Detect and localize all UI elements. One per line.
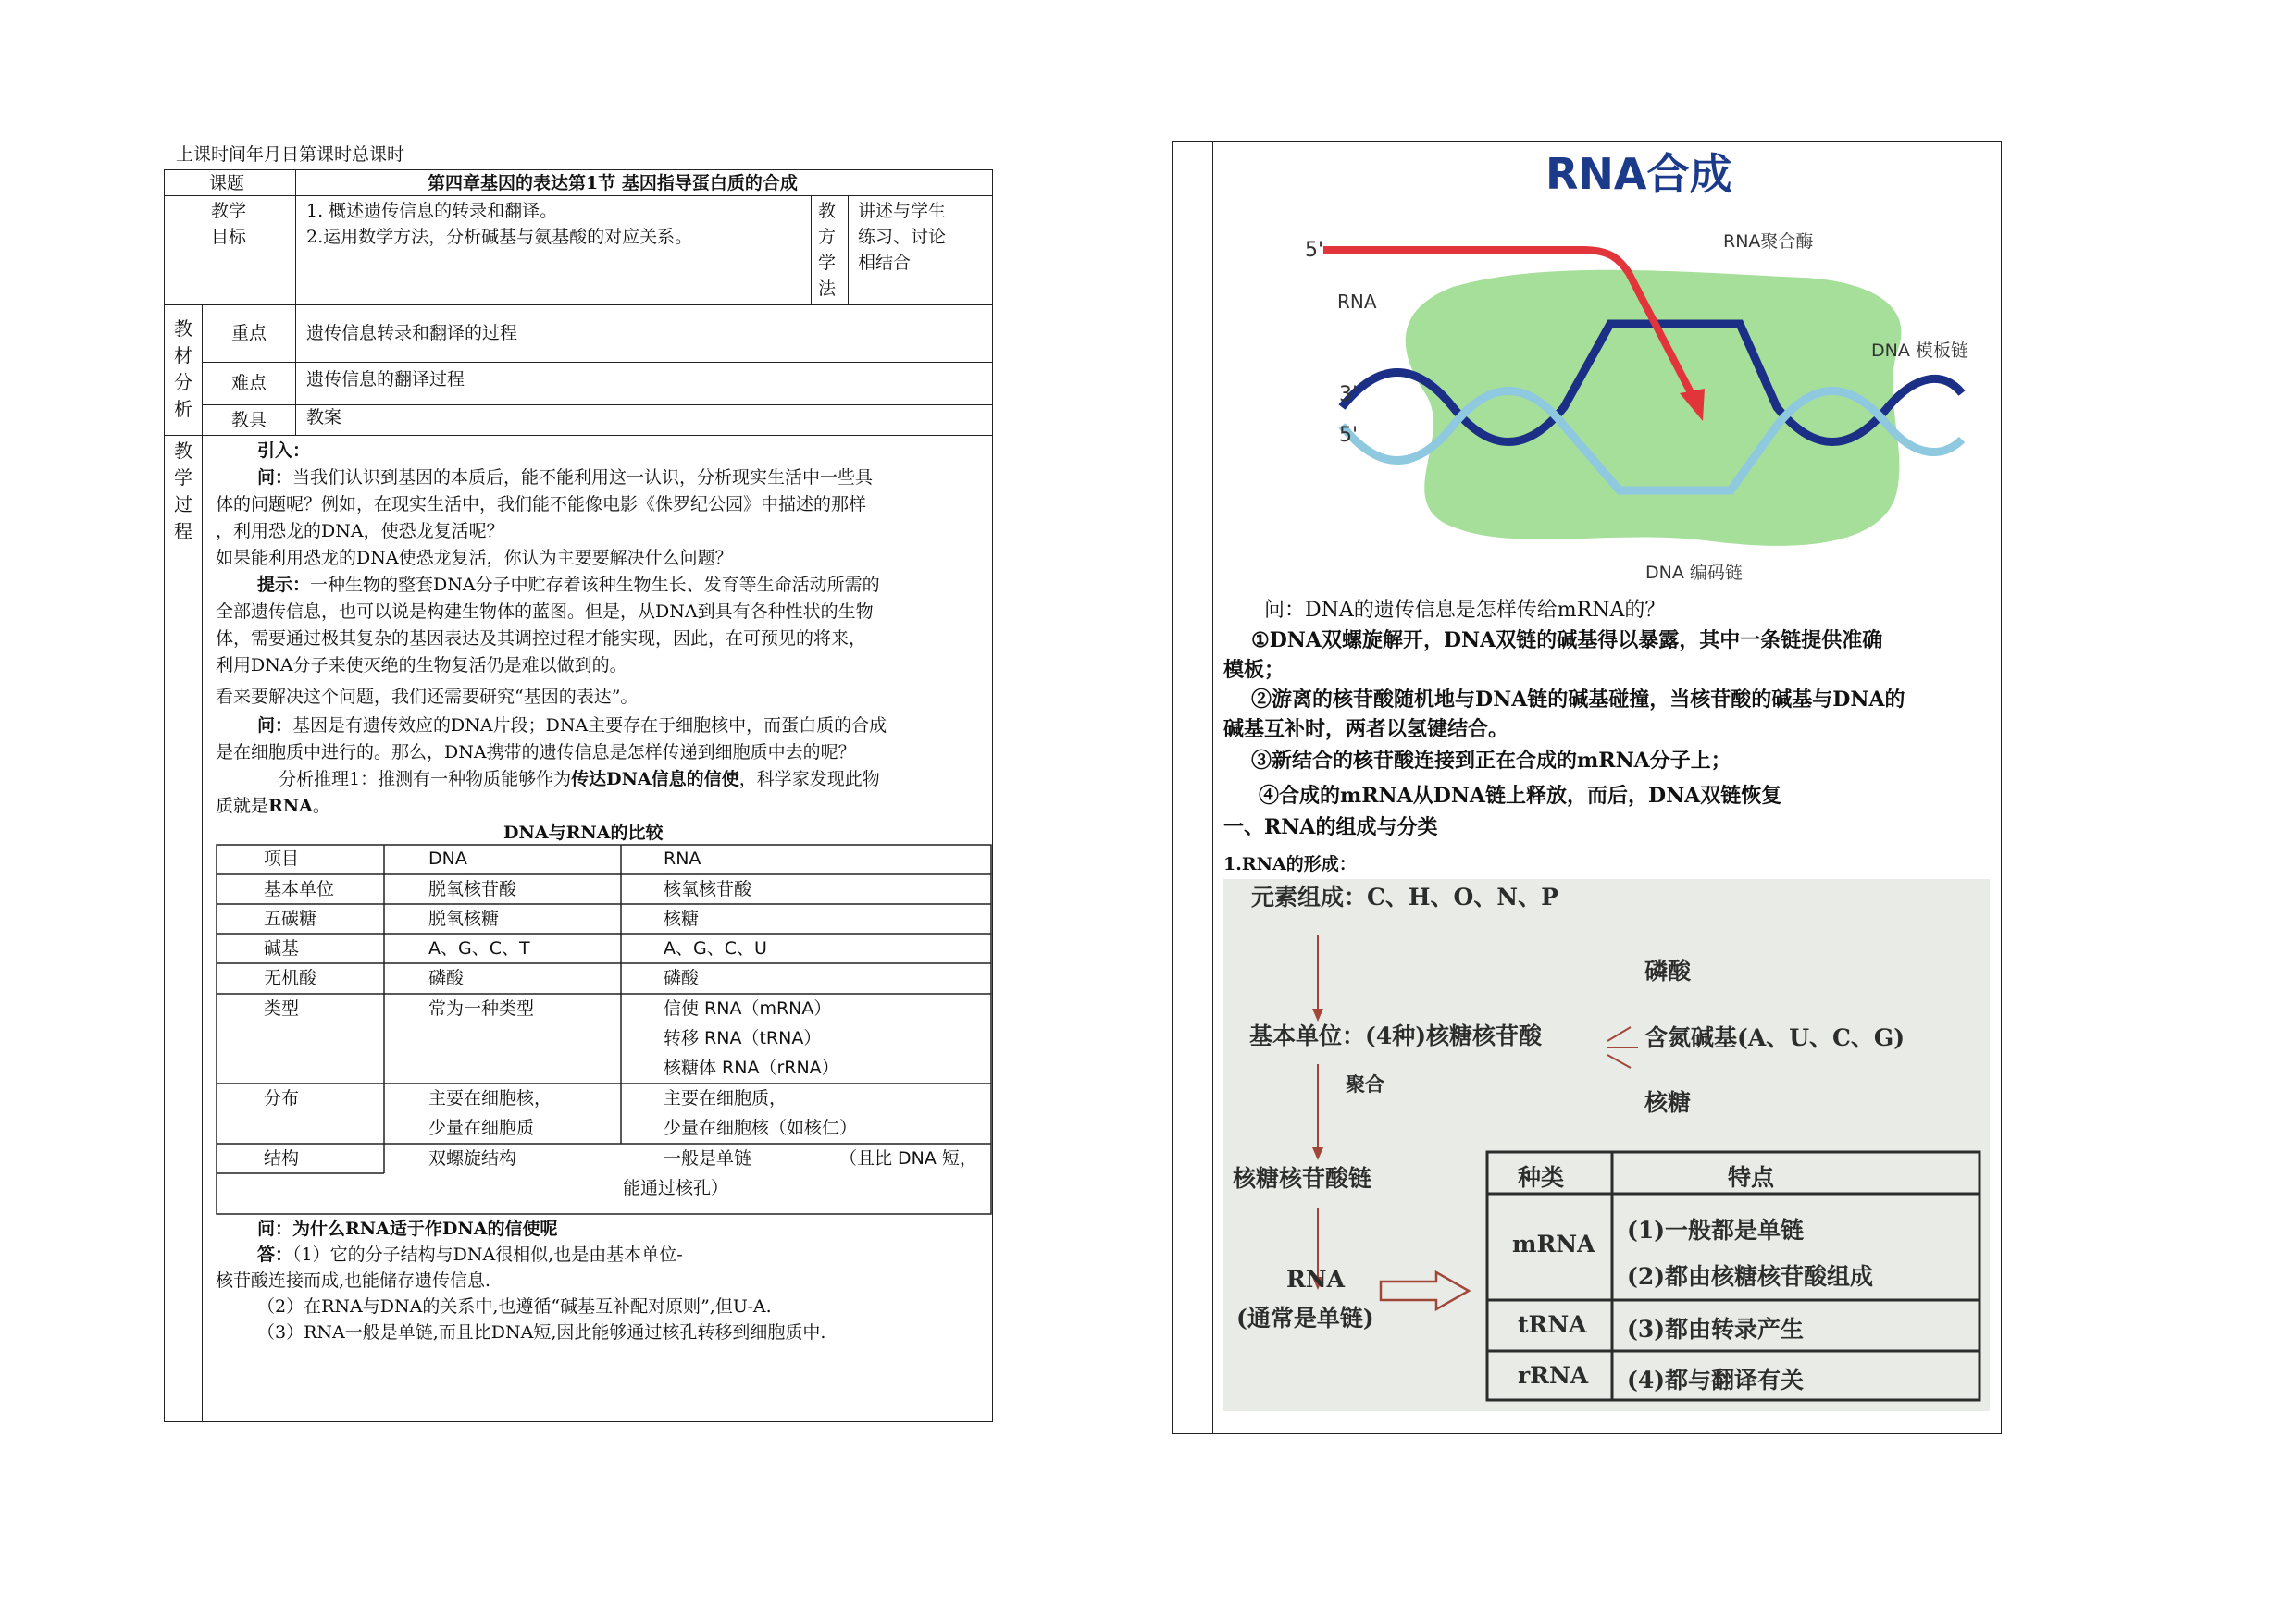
process-label-char: 教 [174,440,192,462]
rna-feature: (4)都与翻译有关 [1627,1367,1805,1394]
compare-title: DNA与RNA的比较 [503,823,664,843]
question-2-line [257,712,887,739]
inference-line [216,793,330,820]
step-1-line: 模板； [1223,658,1285,682]
method-item: 练习、讨论 [858,227,947,247]
base-label: 含氮碱基(A、U、C、G) [1644,1024,1905,1051]
rna-type: mRNA [1512,1231,1595,1258]
five-prime-label: 5' [1339,424,1359,447]
method-label-char: 学 [818,253,837,273]
inference-text: ，科学家发现此物 [738,769,880,789]
compare-header: DNA [428,849,467,869]
analysis-label-char: 分 [174,371,192,393]
process-label-char: 学 [174,466,192,489]
five-prime-label: 5' [1305,239,1324,262]
compare-header: RNA [664,849,701,869]
polymerize-label: 聚合 [1346,1072,1384,1096]
rna-label: RNA [1337,291,1377,313]
compare-dna-cell: 磷酸 [428,968,465,988]
compare-rna-cell: 主要在细胞质， [664,1088,788,1109]
inference-bold: RNA [268,796,313,816]
qa-answer-line: （2）在RNA与DNA的关系中,也遵循“碱基互补配对原则”,但U-A. [257,1296,772,1317]
single-strand-label: (通常是单链) [1236,1305,1374,1332]
goal-label: 教学 [211,201,247,221]
compare-rna-cell: 核氧核苷酸 [664,879,752,899]
question-text: 基因是有遗传效应的DNA片段；DNA主要存在于细胞核中，而蛋白质的合成 [292,715,887,736]
method-label-char: 法 [818,279,837,299]
hint-line: 全部遗传信息，也可以说是构建生物体的蓝图。但是，从DNA到具有各种性状的生物 [216,601,874,622]
question-1-line: 体的问题呢？例如，在现实生活中，我们能不能像电影《侏罗纪公园》中描述的那样 [216,494,867,514]
compare-rna-cell: 一般是单链 [664,1148,752,1169]
step-2-line: 碱基互补时，两者以氢键结合。 [1223,717,1509,741]
inference-text: 分析推理1：推测有一种物质能够作为 [279,769,572,789]
qa-answer-line [257,1242,683,1269]
step-4-line: ④合成的mRNA从DNA链上释放，而后，DNA双链恢复 [1259,784,1782,808]
three-prime-label: 3' [1339,383,1359,406]
study-line: 看来要解决这个问题，我们还需要研究“基因的表达”。 [216,687,639,707]
row-divider [202,362,993,363]
method-label-char: 教 [818,201,837,221]
process-label-char: 过 [174,493,192,515]
col-divider [202,304,203,1422]
compare-dna-cell: A、G、C、T [428,938,530,959]
difficulty-label: 难点 [231,373,267,393]
hint-line: 体，需要通过极其复杂的基因表达及其调控过程才能实现，因此，在可预见的将来， [216,628,867,649]
question-1-line: ，利用恐龙的DNA，使恐龙复活呢？ [216,521,504,541]
compare-rna-cell: 少量在细胞核（如核仁） [664,1118,858,1138]
question-prefix: 问： [257,467,293,488]
step-1-line: ①DNA双螺旋解开，DNA双链的碱基得以暴露，其中一条链提供准确 [1251,628,1883,652]
feature-header: 特点 [1728,1164,1775,1191]
key-content: 遗传信息转录和翻译的过程 [306,323,518,343]
answer-prefix: 答： [257,1245,293,1265]
ribose-label: 核糖 [1644,1089,1692,1116]
col-divider [848,195,849,304]
compare-rna-cell: 核糖体 RNA（rRNA） [664,1058,839,1078]
qa-answer-line: （3）RNA一般是单链,而且比DNA短,因此能够通过核孔转移到细胞质中. [257,1322,826,1343]
row-divider [164,435,993,436]
compare-item: 五碳糖 [264,909,317,929]
question-text: 当我们认识到基因的本质后，能不能利用这一认识，分析现实生活中一些具 [292,467,874,488]
chain-label: 核糖核苷酸链 [1233,1165,1372,1192]
inference-line [279,766,880,793]
inference-text: 。 [312,796,330,816]
lesson-meta-line: 上课时间年月日第课时总课时 [176,144,405,165]
compare-rna-cell: （且比 DNA 短， [839,1148,977,1169]
goal-item: 1. 概述遗传信息的转录和翻译。 [306,201,558,221]
compare-rna-cell: 转移 RNA（tRNA） [664,1028,822,1048]
method-label-char: 方 [818,227,837,247]
compare-item: 无机酸 [264,968,317,988]
compare-item: 分布 [264,1088,300,1109]
right-page-margin-line [1212,141,1213,1434]
compare-dna-cell: 脱氧核苷酸 [428,879,517,899]
inference-text: 质就是 [216,796,269,816]
rna-synthesis-diagram [1305,222,1990,592]
qa-question: 问：为什么RNA适于作DNA的信使呢 [257,1219,558,1239]
hint-line [257,572,880,599]
rna-feature: (3)都由转录产生 [1627,1316,1805,1343]
compare-rna-cell: 信使 RNA（mRNA） [664,998,832,1019]
topic-title: 第四章基因的表达第1节 基因指导蛋白质的合成 [428,173,798,193]
compare-dna-cell: 脱氧核糖 [428,909,500,929]
qa-answer-line: 核苷酸连接而成,也能储存遗传信息. [216,1270,491,1291]
compare-rna-cell: 核糖 [664,909,700,929]
step-3-line: ③新结合的核苷酸连接到正在合成的mRNA分子上； [1251,749,1731,773]
compare-item: 结构 [264,1148,300,1169]
hint-text: 一种生物的整套DNA分子中贮存着该种生物生长、发育等生命活动所需的 [310,575,880,595]
rna-formation-photo [1223,879,1990,1411]
answer-text: （1）它的分子结构与DNA很相似,也是由基本单位- [292,1245,683,1265]
hint-line: 利用DNA分子来使灭绝的生物复活仍是难以做到的。 [216,655,627,675]
dna-rna-compare-table [216,844,993,1215]
topic-label: 课题 [209,173,245,193]
analysis-label-char: 析 [174,398,192,420]
compare-rna-cell: 磷酸 [664,968,700,988]
goal-item: 2.运用数学方法，分析碱基与氨基酸的对应关系。 [306,227,693,247]
method-item: 相结合 [858,253,912,273]
phosphate-label: 磷酸 [1644,958,1692,985]
question-prefix: 问： [257,715,293,736]
compare-item: 类型 [264,998,300,1019]
question-1-line [257,465,873,491]
rna-label: RNA [1286,1266,1346,1293]
compare-rna-cell: A、G、C、U [664,938,767,959]
row-divider [164,304,993,305]
compare-dna-cell: 常为一种类型 [428,998,535,1019]
goal-label: 目标 [211,227,247,247]
unit-label: 基本单位：(4种)核糖核苷酸 [1249,1022,1543,1049]
hint-prefix: 提示： [257,575,311,595]
coding-strand-label: DNA 编码链 [1645,563,1743,583]
col-divider [811,195,812,304]
analysis-label-char: 材 [174,344,192,366]
tools-label: 教具 [231,410,267,430]
diagram-title: RNA合成 [1545,149,1732,199]
rna-type: tRNA [1518,1311,1587,1338]
question-2-line: 是在细胞质中进行的。那么，DNA携带的遗传信息是怎样传递到细胞质中去的呢？ [216,742,856,762]
inference-bold: 传达DNA信息的信使 [571,769,739,789]
col-divider [295,304,296,435]
section-heading: 一、RNA的组成与分类 [1223,815,1438,839]
right-question: 问：DNA的遗传信息是怎样传给mRNA的？ [1264,599,1666,622]
polymerase-label: RNA聚合酶 [1723,231,1814,252]
step-2-line: ②游离的核苷酸随机地与DNA链的碱基碰撞，当核苷酸的碱基与DNA的 [1251,688,1905,712]
compare-dna-cell: 少量在细胞质 [428,1118,535,1138]
compare-item: 碱基 [264,938,300,959]
compare-dna-cell: 主要在细胞核， [428,1088,552,1109]
subsection-heading: 1.RNA的形成： [1223,854,1357,874]
elements-label: 元素组成：C、H、O、N、P [1251,884,1558,911]
key-label: 重点 [231,323,267,343]
enzyme-blob [1406,270,1902,546]
compare-header: 项目 [264,849,300,869]
compare-item: 基本单位 [264,879,335,899]
method-item: 讲述与学生 [858,201,947,221]
col-divider [295,169,296,304]
type-header: 种类 [1518,1164,1565,1191]
question-1-follow: 如果能利用恐龙的DNA使恐龙复活，你认为主要要解决什么问题？ [216,548,733,568]
intro-heading: 引入： [257,440,311,461]
compare-rna-cell: 能通过核孔） [623,1178,729,1198]
template-strand-label: DNA 模板链 [1871,341,1968,361]
process-label-char: 程 [174,520,192,542]
rna-type: rRNA [1518,1362,1589,1389]
compare-dna-cell: 双螺旋结构 [428,1148,517,1169]
rna-feature: (1)一般都是单链 [1627,1217,1805,1244]
rna-feature: (2)都由核糖核苷酸组成 [1627,1263,1874,1290]
difficulty-content: 遗传信息的翻译过程 [306,369,465,390]
tools-content: 教案 [306,407,342,427]
analysis-label-char: 教 [174,317,192,340]
